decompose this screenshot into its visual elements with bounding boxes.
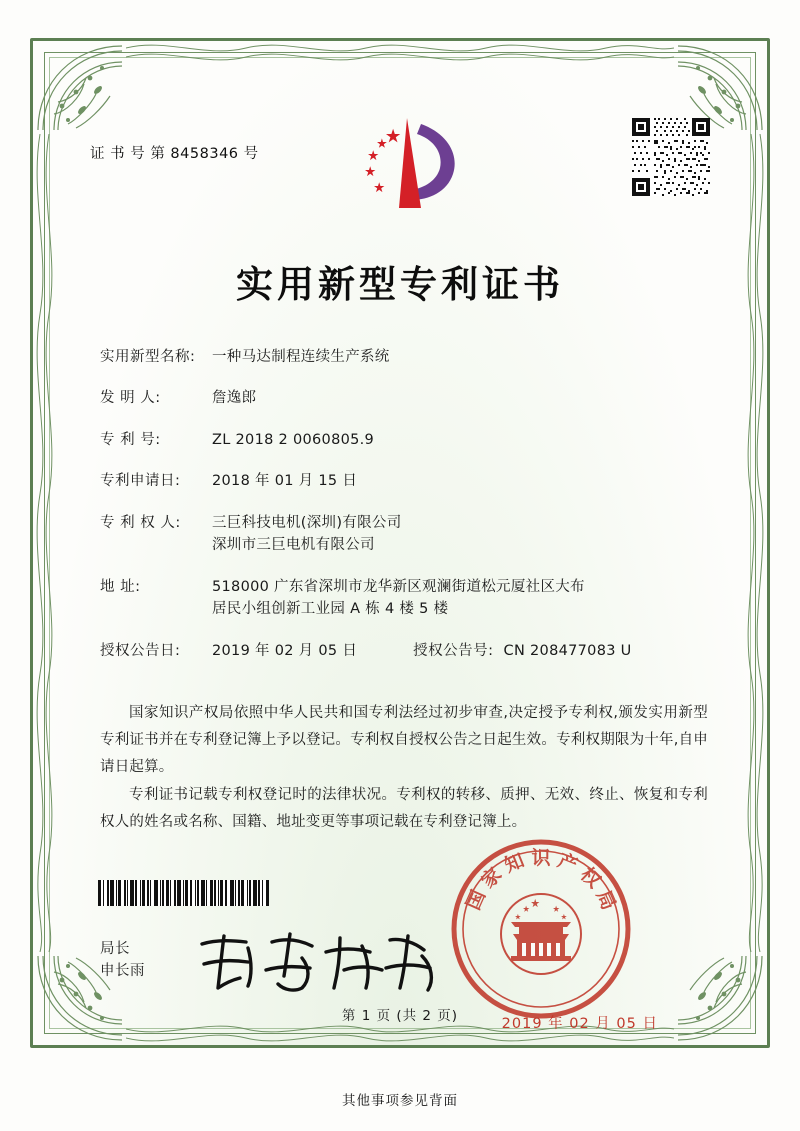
field-value [212,512,714,557]
field-value: ZL 2018 2 0060805.9 [212,431,375,448]
barcode [98,880,306,906]
field-label: 发 明 人: [100,390,161,407]
field-row-patent-number [100,429,714,451]
page-title: 实用新型专利证书 [236,262,564,306]
field-value-line2: 居民小组创新工业园 A 栋 4 楼 5 楼 [212,601,449,618]
field-value: 2018 年 01 月 15 日 [212,473,358,490]
paragraph: 专利证书记载专利权登记时的法律状况。专利权的转移、质押、无效、终止、恢复和专利权人的姓名或名称、国籍、地址变更等事项记载在专利登记簿上。 [100,787,708,831]
official-round-seal [450,838,632,1020]
field-row-inventor [100,387,714,409]
certificate-content [76,90,724,1032]
field-label: 地 址: [100,578,141,595]
field-row-application-date [100,470,714,492]
field-label: 授权公告日: [100,642,181,659]
field-value-line1: 三巨科技电机(深圳)有限公司 [212,514,402,531]
field-label: 专 利 号: [100,431,161,448]
cnipa-emblem-icon [325,112,475,222]
field-value-secondary: CN 208477083 U [503,642,632,659]
signature-labels [100,938,145,983]
legal-text [100,700,708,838]
qr-code [632,118,710,196]
paragraph: 国家知识产权局依照中华人民共和国专利法经过初步审查,决定授予专利权,颁发实用新型专利证书并在专利登记簿上予以登记。专利权自授权公告之日起生效。专利权期限为十年,自申请日起算。 [100,705,708,775]
field-value: 一种马达制程连续生产系统 [212,349,390,365]
seal-date: 2019 年 02 月 05 日 [501,1016,658,1032]
footer-note: 其他事项参见背面 [342,1093,458,1109]
svg-text:局: 局 [591,886,620,914]
director-name-label: 申长雨 [100,963,145,980]
svg-text:识: 识 [531,847,551,869]
certificate-number: 证 书 号 第 8458346 号 [90,146,259,162]
svg-text:产: 产 [554,849,581,877]
field-row-patentee [100,512,714,557]
svg-text:权: 权 [575,863,605,893]
field-row-name [100,346,714,368]
field-value: 2019 年 02 月 05 日 [212,642,358,659]
director-title-label: 局长 [100,941,130,957]
field-value [212,576,714,621]
field-list [100,346,714,681]
field-row-address [100,576,714,621]
certificate-frame [30,38,770,1048]
svg-text:知: 知 [501,849,528,877]
field-value-line1: 518000 广东省深圳市龙华新区观澜街道松元厦社区大布 [212,578,585,595]
field-value: 詹逸郎 [212,390,257,407]
field-label: 专利申请日: [100,473,181,490]
svg-text:国: 国 [462,886,491,914]
page-number: 第 1 页 (共 2 页) [341,1008,459,1024]
field-label-secondary: 授权公告号: [413,642,494,659]
field-row-grant [100,640,714,662]
svg-text:家: 家 [477,863,507,893]
field-label: 实用新型名称: [100,349,196,365]
field-value-line2: 深圳市三巨电机有限公司 [212,537,375,554]
field-label: 专 利 权 人: [100,514,181,531]
handwritten-signature [194,928,444,1000]
